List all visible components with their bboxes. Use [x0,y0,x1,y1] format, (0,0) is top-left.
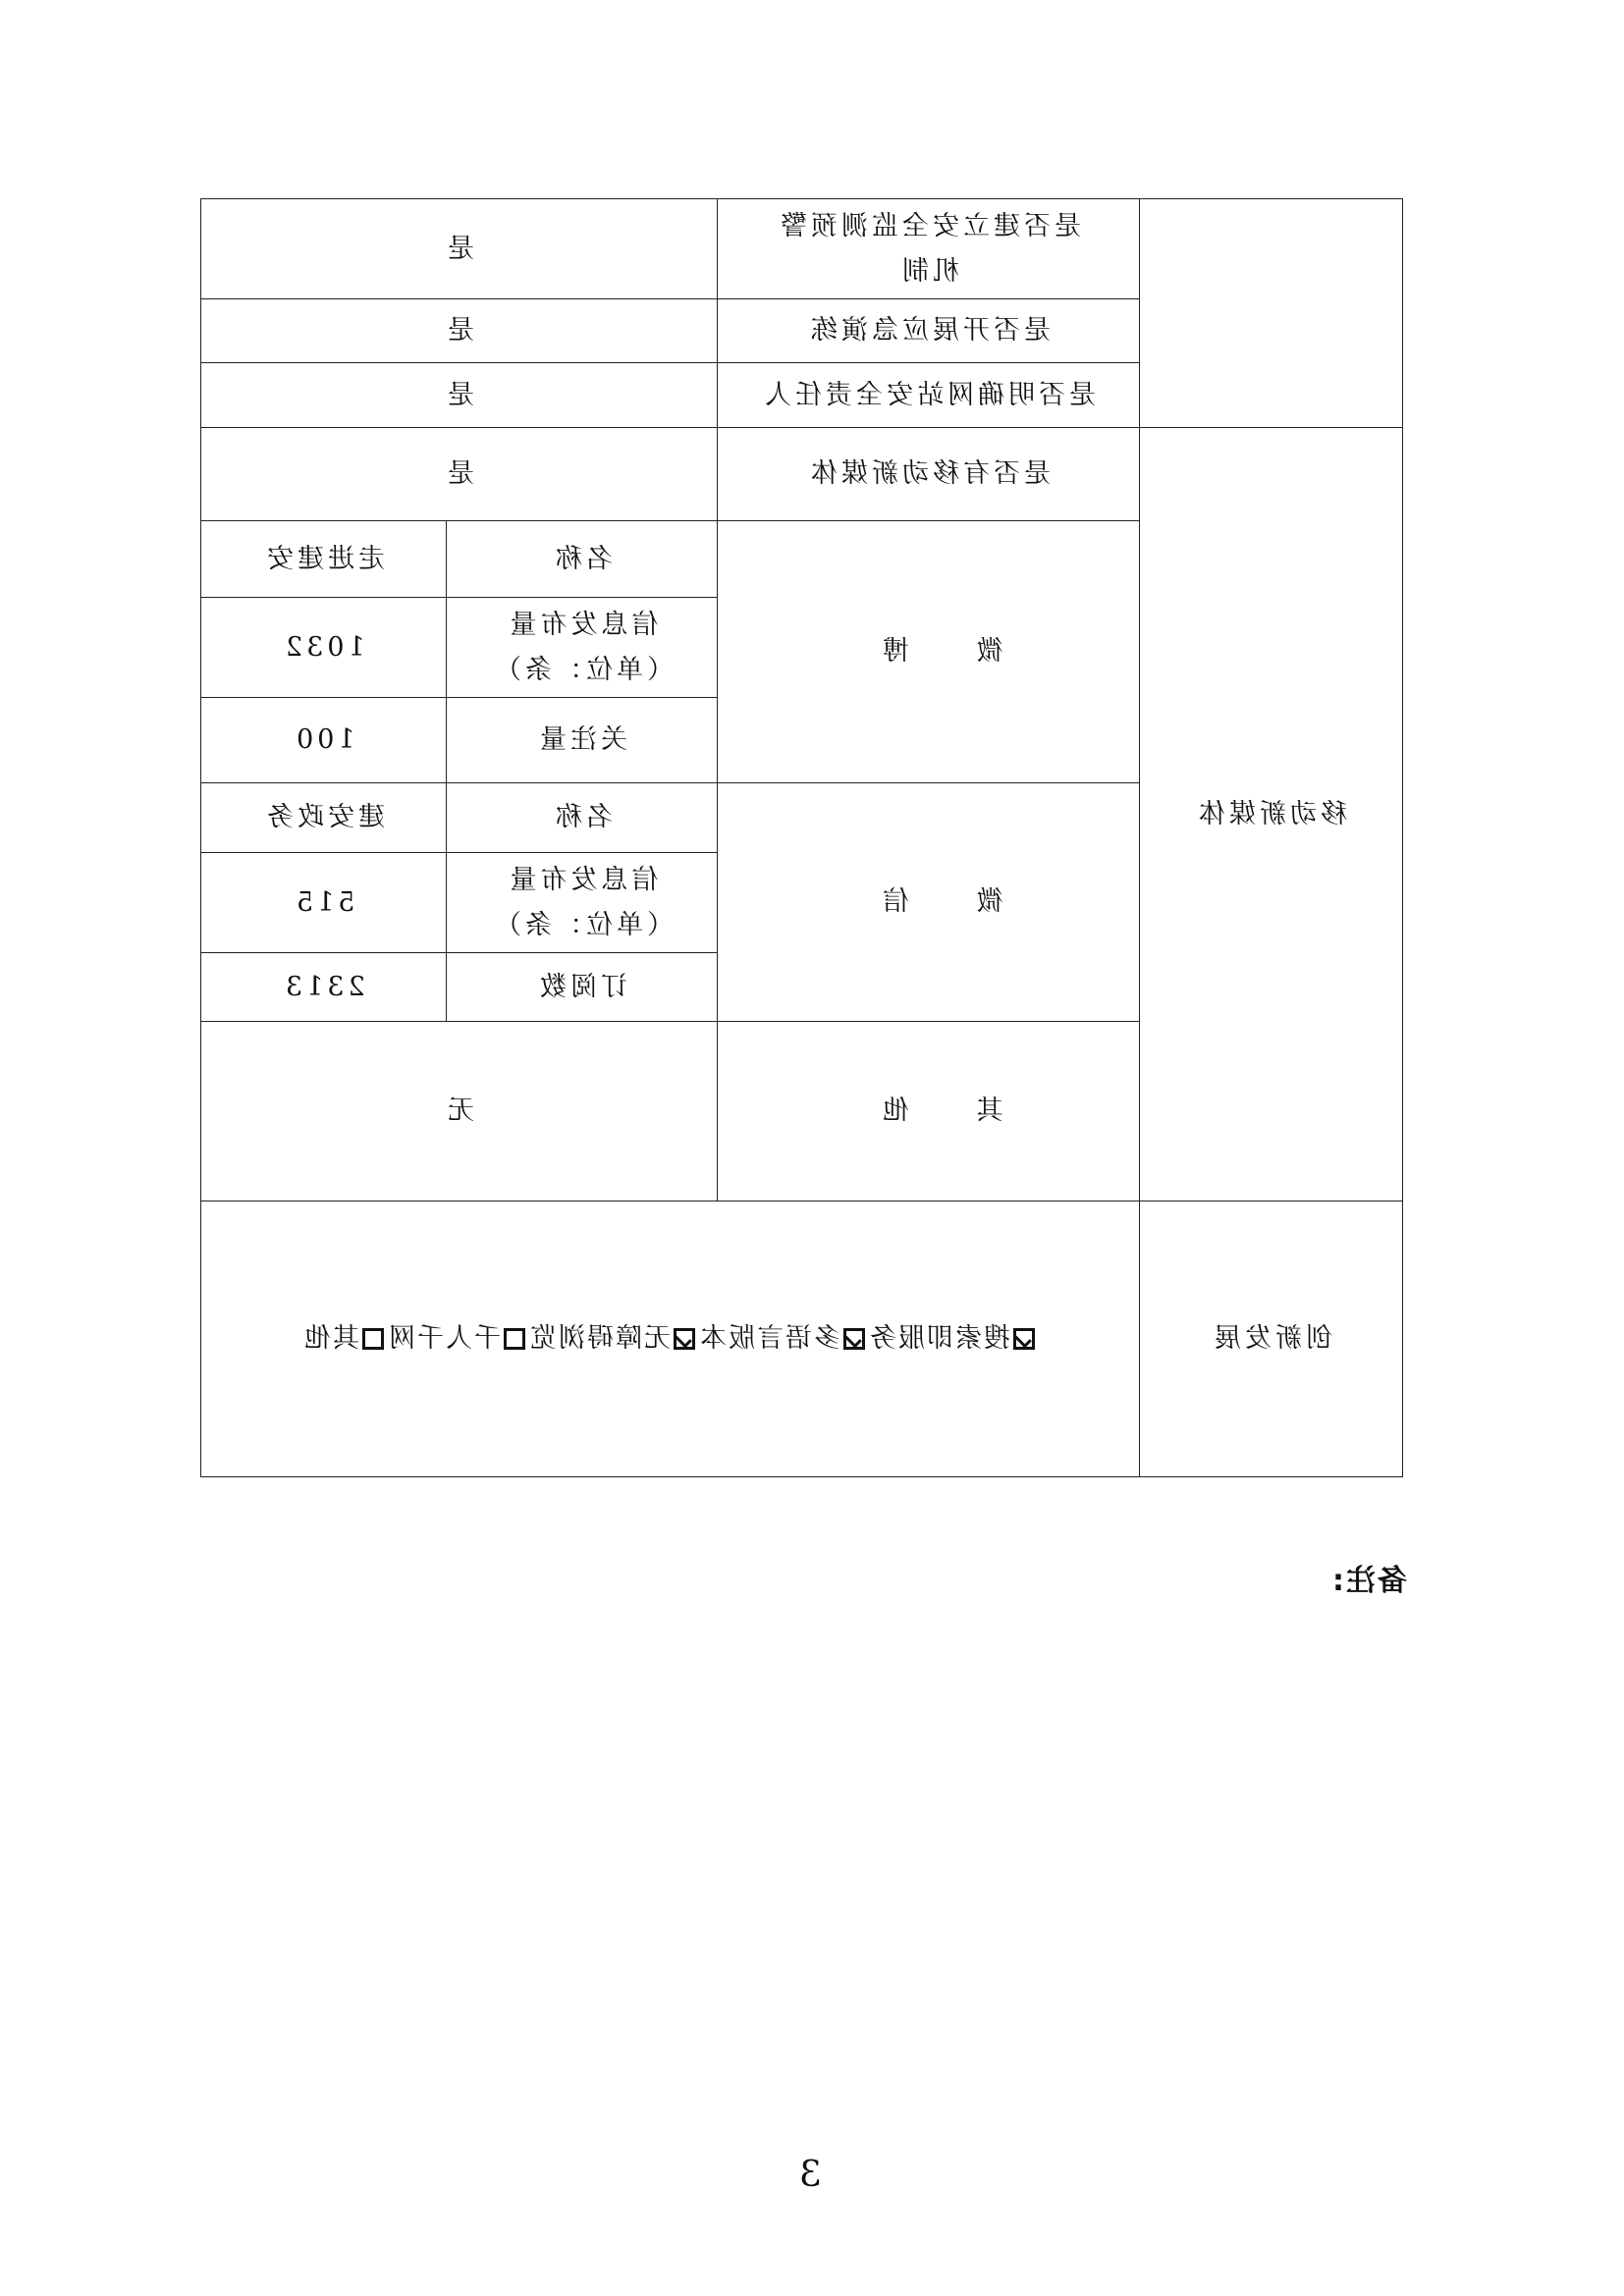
feature-label: 其他 [302,1323,359,1354]
answer-monitoring: 是 [201,199,718,299]
report-table [200,198,1403,1477]
other-label: 其 他 [718,1022,1140,1201]
question-drill: 是否开展应急演练 [718,299,1140,363]
security-section-cell [1140,199,1403,428]
other-value: 无 [201,1022,718,1201]
feature-checkbox[interactable] [504,1328,525,1350]
mobile-section-label: 移动新媒体 [1140,428,1403,1201]
innovation-features [201,1201,1140,1477]
page-number: 3 [798,2155,822,2195]
weibo-posts-value: 1032 [201,598,447,698]
answer-responsible: 是 [201,363,718,428]
question-has-mobile: 是否有移动新媒体 [718,428,1140,521]
weibo-label: 微 博 [718,521,1140,783]
answer-has-mobile: 是 [201,428,718,521]
feature-checkbox[interactable] [843,1328,865,1350]
weibo-follow-value: 100 [201,698,447,783]
wechat-name-value: 建安政务 [201,783,447,853]
weibo-follow-label: 关注量 [447,698,718,783]
question-responsible: 是否明确网站安全责任人 [718,363,1140,428]
wechat-posts-value: 515 [201,853,447,953]
feature-checkbox[interactable] [1013,1328,1035,1350]
wechat-sub-label: 订阅数 [447,953,718,1022]
innovation-section-label: 创新发展 [1140,1201,1403,1477]
weibo-posts-label: 信息发布量（单位：条） [447,598,718,698]
wechat-sub-value: 2313 [201,953,447,1022]
wechat-name-label: 名称 [447,783,718,853]
wechat-label: 微 信 [718,783,1140,1022]
feature-label: 多语言版本 [698,1323,840,1354]
answer-drill: 是 [201,299,718,363]
weibo-name-value: 走进建安 [201,521,447,598]
wechat-posts-label: 信息发布量（单位：条） [447,853,718,953]
weibo-name-label: 名称 [447,521,718,598]
question-monitoring: 是否建立安全监测预警机制 [718,199,1140,299]
feature-label: 搜索即服务 [868,1323,1010,1354]
feature-label: 无障碍浏览 [528,1323,671,1354]
feature-checkbox[interactable] [362,1328,384,1350]
note-label: 备注: [1330,1564,1407,1598]
innovation-feature-list [302,1316,1038,1362]
feature-checkbox[interactable] [674,1328,695,1350]
feature-label: 千人千网 [387,1323,501,1354]
